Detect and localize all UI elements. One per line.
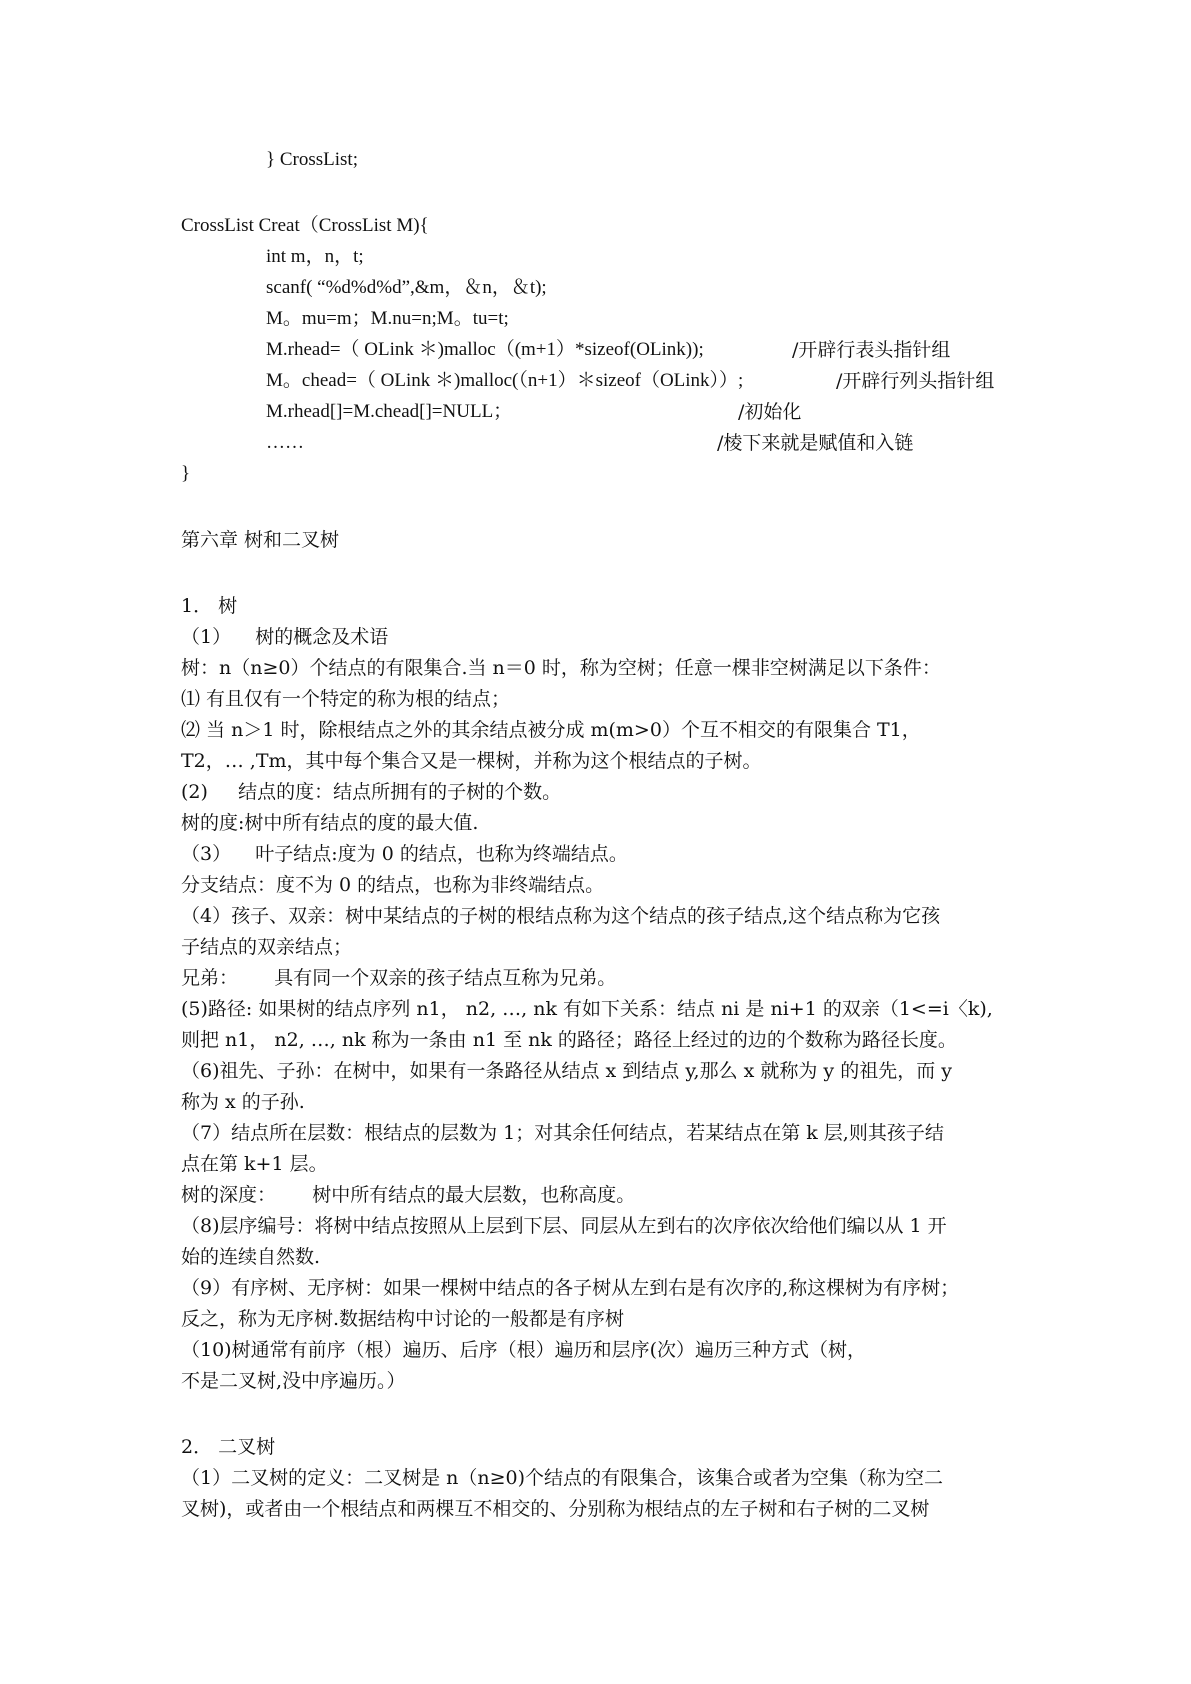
paragraph-line: (2) 结点的度：结点所拥有的子树的个数。: [181, 781, 562, 803]
paragraph-line: （8)层序编号：将树中结点按照从上层到下层、同层从左到右的次序依次给他们编以从 1 开: [181, 1215, 947, 1237]
paragraph-line: ⑴ 有且仅有一个特定的称为根的结点；: [181, 688, 511, 710]
paragraph-line: T2，… ,Tm，其中每个集合又是一棵树，并称为这个根结点的子树。: [181, 750, 762, 772]
paragraph-line: 称为 x 的子孙.: [181, 1091, 305, 1113]
code-line-close-brace: }: [181, 463, 191, 484]
code-line-chead-malloc: M。chead=（ OLink ＊)malloc(（n+1）＊sizeof（OLink））;: [266, 370, 744, 391]
code-line-scanf: scanf( “%d%d%d”,&m，＆n，＆t);: [266, 277, 547, 298]
paragraph-line: （1） 树的概念及术语: [181, 626, 389, 648]
paragraph-line: (5)路径: 如果树的结点序列 n1， n2, …, nk 有如下关系：结点 ni 是 ni+1 的双亲（1<=i〈k),: [181, 998, 993, 1020]
code-comment-next: /棱下来就是赋值和入链: [717, 432, 914, 454]
paragraph-line: 兄弟： 具有同一个双亲的孩子结点互称为兄弟。: [181, 967, 617, 989]
code-line-creat-signature: CrossList Creat（CrossList M){: [181, 215, 429, 236]
code-line-init-null: M.rhead[]=M.chead[]=NULL；: [266, 401, 513, 422]
code-line-assign: M。mu=m；M.nu=n;M。tu=t;: [266, 308, 509, 329]
paragraph-line: （10)树通常有前序（根）遍历、后序（根）遍历和层序(次）遍历三种方式（树，: [181, 1339, 867, 1361]
paragraph-line: 叉树)，或者由一个根结点和两棵互不相交的、分别称为根结点的左子树和右子树的二叉树: [181, 1498, 930, 1520]
code-comment-rhead: /开辟行表头指针组: [792, 339, 951, 361]
paragraph-line: 树：n（n≥0）个结点的有限集合.当 n＝0 时，称为空树；任意一棵非空树满足以下条件：: [181, 657, 941, 679]
paragraph-line: （6)祖先、子孙：在树中，如果有一条路径从结点 x 到结点 y,那么 x 就称为 y 的祖先，而 y: [181, 1060, 952, 1082]
paragraph-line: 树的度:树中所有结点的度的最大值.: [181, 812, 479, 834]
section-heading-tree: 1． 树: [181, 595, 238, 617]
paragraph-line: （7）结点所在层数：根结点的层数为 1；对其余任何结点，若某结点在第 k 层,则其孩子结: [181, 1122, 944, 1144]
code-line-ellipsis: ……: [266, 432, 304, 453]
code-line-rhead-malloc: M.rhead=（ OLink ＊)malloc（(m+1）*sizeof(OLink));: [266, 339, 704, 360]
code-comment-chead: /开辟行列头指针组: [836, 370, 995, 392]
paragraph-line: 则把 n1， n2, …, nk 称为一条由 n1 至 nk 的路径；路径上经过的边的个数称为路径长度。: [181, 1029, 957, 1051]
paragraph-line: 反之，称为无序树.数据结构中讨论的一般都是有序树: [181, 1308, 625, 1330]
section-heading-binary-tree: 2． 二叉树: [181, 1436, 276, 1458]
paragraph-line: （3） 叶子结点:度为 0 的结点，也称为终端结点。: [181, 843, 628, 865]
paragraph-line: 分支结点：度不为 0 的结点，也称为非终端结点。: [181, 874, 605, 896]
chapter-title: 第六章 树和二叉树: [181, 529, 340, 551]
code-line-crosslist-end: } CrossList;: [266, 149, 358, 170]
paragraph-line: 不是二叉树,没中序遍历。）: [181, 1370, 406, 1392]
paragraph-line: 子结点的双亲结点；: [181, 936, 353, 958]
paragraph-line: （1）二叉树的定义：二叉树是 n（n≥0)个结点的有限集合，该集合或者为空集（称为空二: [181, 1467, 944, 1489]
code-line-int-decl: int m，n，t;: [266, 246, 364, 267]
paragraph-line: （9）有序树、无序树：如果一棵树中结点的各子树从左到右是有次序的,称这棵树为有序树；: [181, 1277, 960, 1299]
paragraph-line: 树的深度： 树中所有结点的最大层数，也称高度。: [181, 1184, 636, 1206]
paragraph-line: 始的连续自然数.: [181, 1246, 321, 1268]
paragraph-line: （4）孩子、双亲：树中某结点的子树的根结点称为这个结点的孩子结点,这个结点称为它孩: [181, 905, 941, 927]
paragraph-line: ⑵ 当 n＞1 时，除根结点之外的其余结点被分成 m(m>0）个互不相交的有限集合 T1，: [181, 719, 921, 741]
paragraph-line: 点在第 k+1 层。: [181, 1153, 328, 1175]
code-comment-init: /初始化: [738, 401, 802, 423]
